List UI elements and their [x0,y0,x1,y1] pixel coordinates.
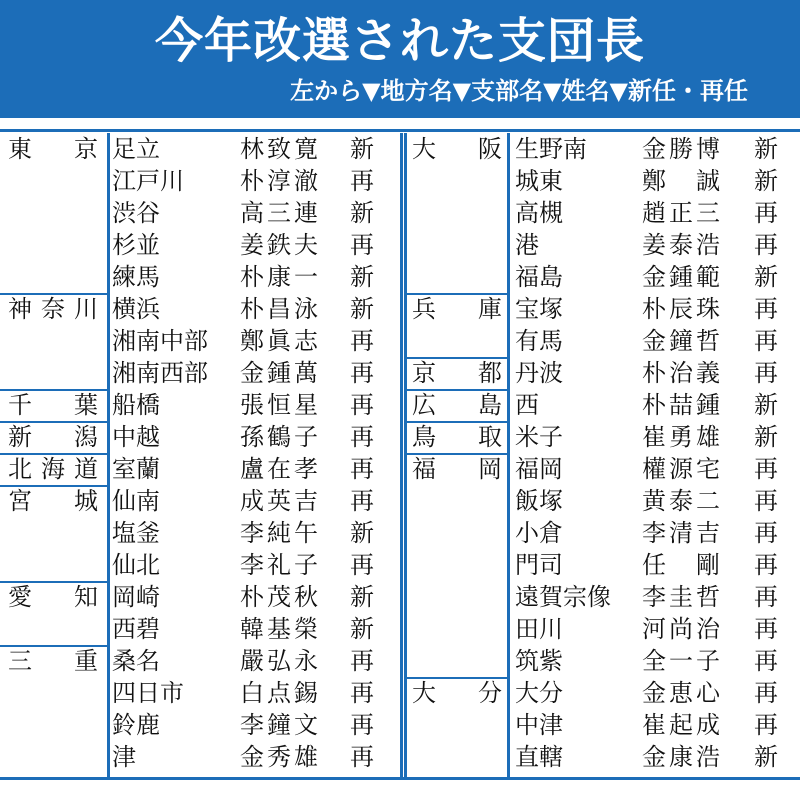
name-cell: 金秀雄 [240,743,318,771]
name-cell: 盧在孝 [240,455,318,483]
status-cell: 再 [350,743,374,771]
name-cell: 黄泰二 [642,487,720,515]
prefecture-cell: 宮城 [8,487,98,515]
name-cell: 孫鶴子 [240,423,318,451]
branch-cell: 丹波 [515,359,563,387]
branch-cell: 仙北 [112,551,160,579]
table-row [0,261,800,293]
status-cell: 再 [754,359,778,387]
status-cell: 再 [754,455,778,483]
prefecture-cell: 北海道 [8,455,98,483]
table-row [0,165,800,197]
status-cell: 新 [350,135,374,163]
table-row [0,389,800,421]
prefecture-cell [412,325,502,357]
prefecture-cell [412,197,502,229]
branch-cell: 塩釜 [112,519,160,547]
status-cell: 再 [754,231,778,259]
header-banner [0,0,800,118]
name-cell: 河尚治 [642,615,720,643]
table-top-rule [0,129,800,132]
table-row [0,709,800,741]
table-row [0,549,800,581]
status-cell: 再 [350,647,374,675]
name-cell: 朴茂秋 [240,583,318,611]
prefecture-cell [412,549,502,581]
branch-cell: 中津 [515,711,563,739]
table-row [0,133,800,165]
branch-cell: 直轄 [515,743,563,771]
name-cell: 崔勇雄 [642,423,720,451]
table-row [0,197,800,229]
page-title: 今年改選された支団長 [154,13,645,69]
prefecture-cell [412,165,502,197]
prefecture-cell: 三重 [8,647,98,675]
branch-cell: 津 [112,743,136,771]
table-row [0,485,800,517]
name-cell: 林致寛 [240,135,318,163]
name-cell: 朴昌泳 [240,295,318,323]
branch-cell: 足立 [112,135,160,163]
name-cell: 李純午 [240,519,318,547]
status-cell: 新 [754,263,778,291]
prefecture-cell [412,709,502,741]
branch-cell: 米子 [515,423,563,451]
name-cell: 金鍾範 [642,263,720,291]
prefecture-cell [412,517,502,549]
name-cell: 朴辰珠 [642,295,720,323]
status-cell: 再 [350,711,374,739]
name-cell: 高三連 [240,199,318,227]
status-cell: 再 [754,519,778,547]
status-cell: 再 [350,167,374,195]
branch-cell: 福岡 [515,455,563,483]
name-cell: 朴喆鍾 [642,391,720,419]
status-cell: 再 [350,423,374,451]
name-cell: 李鐘文 [240,711,318,739]
name-cell: 李礼子 [240,551,318,579]
branch-cell: 大分 [515,679,563,707]
name-cell: 姜鉄夫 [240,231,318,259]
branch-cell: 練馬 [112,263,160,291]
branch-cell: 田川 [515,615,563,643]
branch-cell: 四日市 [112,679,184,707]
status-cell: 新 [754,743,778,771]
prefecture-cell [412,261,502,293]
name-cell: 金恵心 [642,679,720,707]
table-row [0,293,800,325]
prefecture-cell [412,229,502,261]
name-cell: 金鍾萬 [240,359,318,387]
status-cell: 再 [350,359,374,387]
status-cell: 再 [754,647,778,675]
branch-cell: 中越 [112,423,160,451]
table-row [0,677,800,709]
branch-cell: 岡崎 [112,583,160,611]
name-cell: 鄭眞志 [240,327,318,355]
table-row [0,645,800,677]
prefecture-cell: 福岡 [412,455,502,483]
prefecture-cell [412,581,502,613]
status-cell: 新 [754,167,778,195]
branch-cell: 港 [515,231,539,259]
branch-cell: 小倉 [515,519,563,547]
branch-cell: 筑紫 [515,647,563,675]
branch-cell: 桑名 [112,647,160,675]
branch-cell: 船橋 [112,391,160,419]
prefecture-cell: 鳥取 [412,423,502,451]
name-cell: 權源宅 [642,455,720,483]
status-cell: 新 [350,263,374,291]
status-cell: 再 [350,391,374,419]
table-row [0,421,800,453]
name-cell: 任剛 [642,551,720,579]
status-cell: 新 [754,391,778,419]
branch-cell: 横浜 [112,295,160,323]
name-cell: 李清吉 [642,519,720,547]
name-cell: 全一子 [642,647,720,675]
table-row [0,453,800,485]
status-cell: 再 [350,487,374,515]
status-cell: 再 [754,711,778,739]
branch-cell: 城東 [515,167,563,195]
name-cell: 金鐘哲 [642,327,720,355]
prefecture-cell [412,741,502,773]
prefecture-cell: 新潟 [8,423,98,451]
status-cell: 再 [754,615,778,643]
branch-cell: 有馬 [515,327,563,355]
status-cell: 新 [350,199,374,227]
name-cell: 金康浩 [642,743,720,771]
prefecture-cell: 兵庫 [412,295,502,323]
name-cell: 趙正三 [642,199,720,227]
branch-cell: 福島 [515,263,563,291]
name-cell: 韓基榮 [240,615,318,643]
table-row [0,613,800,645]
branch-cell: 飯塚 [515,487,563,515]
status-cell: 新 [350,295,374,323]
branch-cell: 西 [515,391,539,419]
branch-cell: 湘南中部 [112,327,208,355]
branch-cell: 門司 [515,551,563,579]
name-cell: 朴康一 [240,263,318,291]
status-cell: 新 [350,615,374,643]
status-cell: 再 [350,231,374,259]
table-row [0,581,800,613]
name-cell: 金勝博 [642,135,720,163]
status-cell: 再 [350,679,374,707]
branch-cell: 宝塚 [515,295,563,323]
name-cell: 成英吉 [240,487,318,515]
status-cell: 再 [350,327,374,355]
branch-cell: 杉並 [112,231,160,259]
status-cell: 再 [350,455,374,483]
name-cell: 嚴弘永 [240,647,318,675]
branch-cell: 江戸川 [112,167,184,195]
status-cell: 新 [754,423,778,451]
branch-cell: 湘南西部 [112,359,208,387]
prefecture-cell: 東京 [8,135,98,163]
name-cell: 李圭哲 [642,583,720,611]
status-cell: 再 [754,679,778,707]
table-row [0,325,800,357]
prefecture-cell: 広島 [412,391,502,419]
name-cell: 姜泰浩 [642,231,720,259]
branch-cell: 西碧 [112,615,160,643]
table-row [0,517,800,549]
prefecture-cell: 千葉 [8,391,98,419]
branch-cell: 渋谷 [112,199,160,227]
name-cell: 朴淳澈 [240,167,318,195]
status-cell: 再 [754,583,778,611]
table-row [0,357,800,389]
status-cell: 再 [754,551,778,579]
status-cell: 再 [754,295,778,323]
prefecture-cell: 京都 [412,359,502,387]
name-cell: 白点錫 [240,679,318,707]
status-cell: 新 [350,519,374,547]
table-row [0,229,800,261]
prefecture-cell [412,485,502,517]
status-cell: 新 [350,583,374,611]
branch-cell: 仙南 [112,487,160,515]
right-column [0,133,800,773]
status-cell: 再 [754,327,778,355]
status-cell: 再 [754,199,778,227]
prefecture-cell: 大分 [412,679,502,707]
branch-cell: 遠賀宗像 [515,583,611,611]
name-cell: 崔起成 [642,711,720,739]
branch-cell: 鈴鹿 [112,711,160,739]
prefecture-cell: 大阪 [412,135,502,163]
column-legend: 左から▼地方名▼支部名▼姓名▼新任・再任 [290,77,748,105]
prefecture-cell: 神奈川 [8,295,98,323]
prefecture-cell: 愛知 [8,583,98,611]
name-cell: 朴治義 [642,359,720,387]
status-cell: 再 [754,487,778,515]
prefecture-cell [412,613,502,645]
table-row [0,741,800,773]
status-cell: 新 [754,135,778,163]
branch-cell: 生野南 [515,135,587,163]
name-cell: 鄭誠 [642,167,720,195]
branch-cell: 高槻 [515,199,563,227]
status-cell: 再 [350,551,374,579]
branch-cell: 室蘭 [112,455,160,483]
prefecture-cell [412,645,502,677]
name-cell: 張恒星 [240,391,318,419]
